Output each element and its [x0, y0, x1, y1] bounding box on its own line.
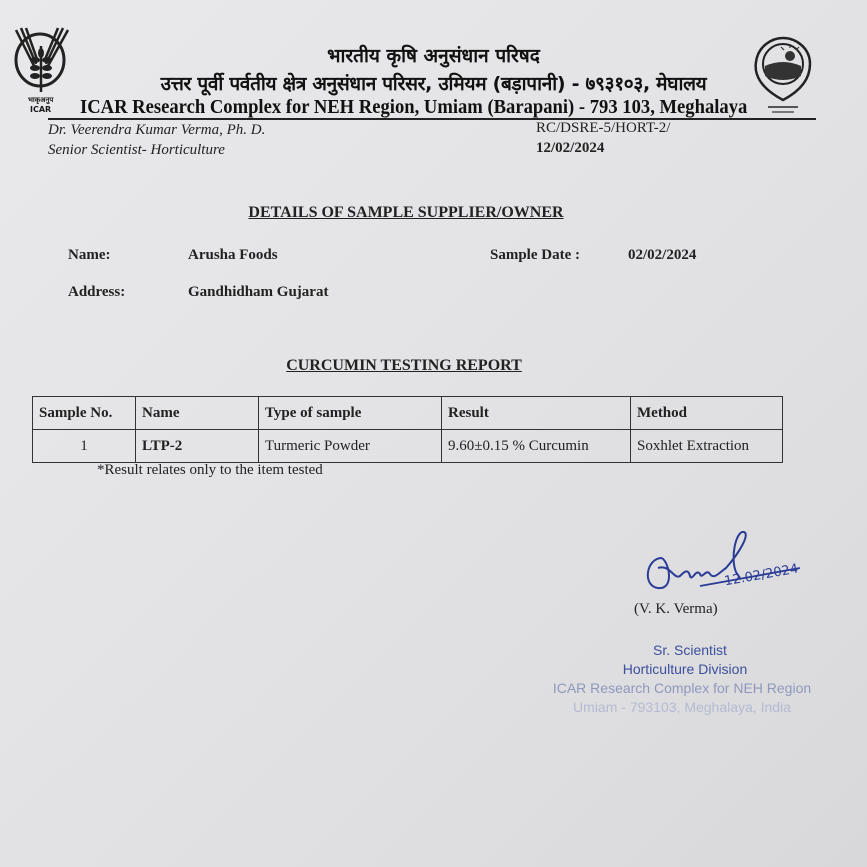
report-note: *Result relates only to the item tested [97, 462, 323, 478]
column-header-name: Name [136, 397, 259, 430]
signature-date: 12.02/2024 [723, 561, 800, 590]
cell-result: 9.60±0.15 % Curcumin [442, 430, 631, 463]
supplier-name-value: Arusha Foods [188, 247, 278, 263]
report-table-header-row [33, 397, 783, 430]
report-heading: CURCUMIN TESTING REPORT [286, 357, 522, 374]
cell-type: Turmeric Powder [259, 430, 442, 463]
stamp-line-address: Umiam - 793103, Meghalaya, India [573, 699, 791, 715]
cell-name: LTP-2 [136, 430, 259, 463]
column-header-type: Type of sample [259, 397, 442, 430]
header-english-line: ICAR Research Complex for NEH Region, Umiam (Barapani) - 793 103, Meghalaya [80, 96, 748, 118]
sample-date-value: 02/02/2024 [628, 247, 697, 263]
reference-number: RC/DSRE-5/HORT-2/ [536, 120, 671, 136]
supplier-address-value: Gandhidham Gujarat [188, 284, 329, 300]
sender-name: Dr. Veerendra Kumar Verma, Ph. D. [48, 122, 266, 138]
sample-date-label: Sample Date : [490, 247, 580, 263]
supplier-heading: DETAILS OF SAMPLE SUPPLIER/OWNER [248, 204, 564, 221]
icar-logo-label: ICAR [30, 105, 52, 114]
supplier-address-label: Address: [68, 284, 126, 300]
header-divider [48, 118, 816, 120]
signatory-name: (V. K. Verma) [634, 601, 718, 617]
column-header-sample-no: Sample No. [33, 397, 136, 430]
reference-date: 12/02/2024 [536, 140, 605, 156]
header-hindi-line1: भारतीय कृषि अनुसंधान परिषद [327, 45, 540, 67]
icar-logo-hindi-label: भाकृअनुप [28, 96, 54, 104]
stamp-line-division: Horticulture Division [622, 661, 748, 677]
supplier-name-label: Name: [68, 247, 111, 263]
sender-designation: Senior Scientist- Horticulture [48, 142, 225, 158]
column-header-method: Method [631, 397, 783, 430]
table-row [33, 430, 783, 463]
cell-sample-no: 1 [33, 430, 136, 463]
cell-method: Soxhlet Extraction [631, 430, 783, 463]
stamp-line-designation: Sr. Scientist [653, 642, 727, 658]
stamp-line-institute: ICAR Research Complex for NEH Region [552, 680, 812, 696]
column-header-result: Result [442, 397, 631, 430]
report-table [32, 396, 783, 463]
header-hindi-line2: उत्तर पूर्वी पर्वतीय क्षेत्र अनुसंधान परिसर, उमियम (बड़ापानी) - ७९३१०३, मेघालय [160, 73, 707, 95]
signature [640, 528, 810, 608]
